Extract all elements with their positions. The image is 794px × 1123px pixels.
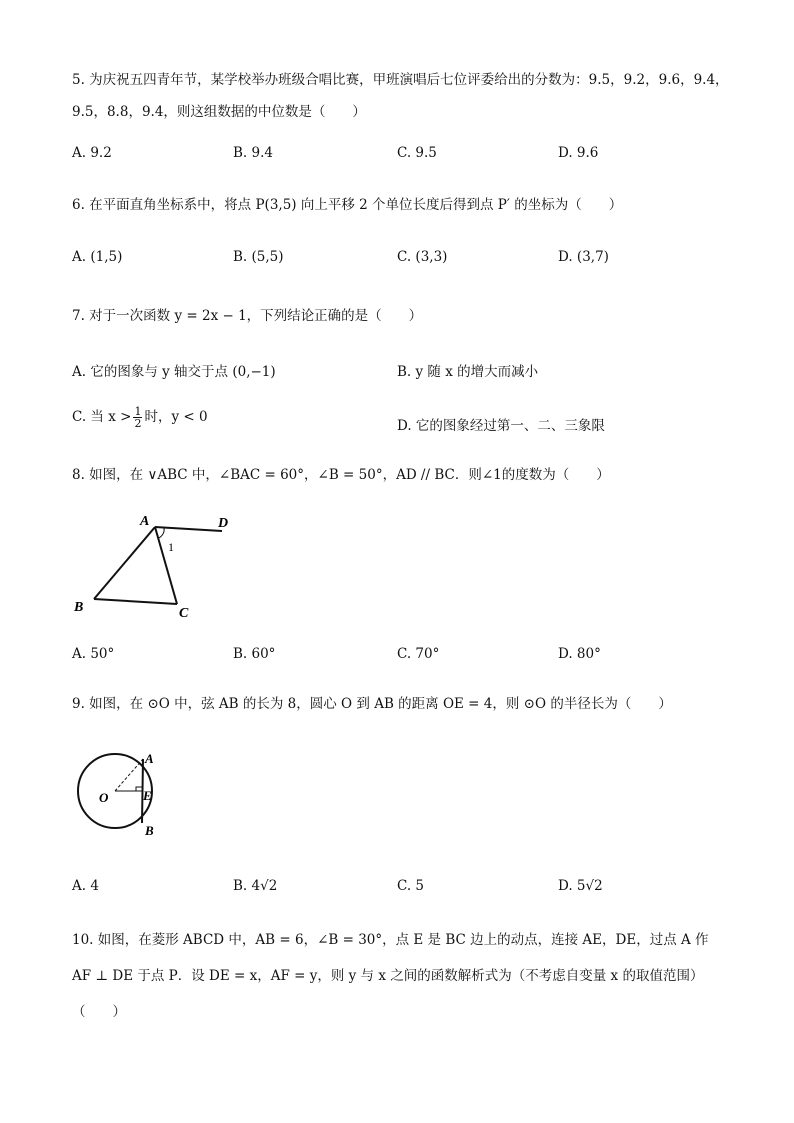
label-e: E — [143, 788, 152, 803]
q5-stem-line2: 9.5，8.8，9.4，则这组数据的中位数是（ ） — [72, 104, 366, 120]
label-c: C — [179, 606, 189, 621]
q9-circle-figure — [70, 742, 170, 842]
label-b: B — [74, 600, 84, 615]
q9-option-b[interactable]: B. 4√2 — [233, 878, 278, 894]
label-a: A — [140, 514, 150, 529]
angle-1-label: 1 — [168, 540, 174, 554]
q9-option-c[interactable]: C. 5 — [397, 878, 425, 894]
q8-stem: 8. 如图，在 ∨ABC 中，∠BAC = 60°，∠B = 50°，AD // BC．则∠1的度数为（ ） — [72, 467, 610, 483]
q7-option-a[interactable]: A. 它的图象与 y 轴交于点 (0,−1) — [72, 364, 276, 380]
q5-option-a[interactable]: A. 9.2 — [72, 145, 112, 161]
q7-option-c[interactable] — [72, 405, 208, 429]
q8-option-b[interactable]: B. 60° — [233, 646, 276, 662]
segment-ab — [94, 527, 155, 599]
q7-option-d[interactable]: D. 它的图象经过第一、二、三象限 — [397, 418, 605, 434]
q9-stem: 9. 如图，在 ⊙O 中，弦 AB 的长为 8，圆心 O 到 AB 的距离 OE = 4，则 ⊙O 的半径长为（ ） — [72, 696, 672, 712]
q7-stem: 7. 对于一次函数 y = 2x − 1，下列结论正确的是（ ） — [72, 308, 423, 324]
q7-option-c-prefix: C. 当 x > — [72, 409, 132, 425]
segment-ad — [155, 527, 222, 531]
q9-option-d[interactable]: D. 5√2 — [558, 878, 603, 894]
q8-triangle-figure — [70, 505, 250, 625]
q10-stem-line3: （ ） — [72, 1004, 126, 1020]
q9-option-a[interactable]: A. 4 — [72, 878, 99, 894]
segment-ac — [155, 527, 177, 604]
right-angle-mark — [136, 787, 142, 791]
q6-option-d[interactable]: D. (3,7) — [558, 249, 609, 265]
angle-1-arc — [159, 528, 164, 538]
q6-stem: 6. 在平面直角坐标系中，将点 P(3,5) 向上平移 2 个单位长度后得到点 P′ 的坐标为（ ） — [72, 197, 623, 213]
q8-option-c[interactable]: C. 70° — [397, 646, 440, 662]
fraction-one-half — [133, 406, 142, 429]
q6-option-a[interactable]: A. (1,5) — [72, 249, 123, 265]
fraction-denominator: 2 — [134, 417, 142, 430]
q6-option-c[interactable]: C. (3,3) — [397, 249, 448, 265]
q5-stem-line1: 5. 为庆祝五四青年节，某学校举办班级合唱比赛，甲班演唱后七位评委给出的分数为：9.5，9.2，9.6，9.4， — [72, 72, 729, 88]
label-o: O — [99, 790, 109, 805]
q10-stem-line1: 10. 如图，在菱形 ABCD 中，AB = 6，∠B = 30°，点 E 是 BC 边上的动点，连接 AE，DE，过点 A 作 — [72, 932, 709, 948]
q10-stem-line2: AF ⊥ DE 于点 P．设 DE = x，AF = y，则 y 与 x 之间的函数解析式为（不考虑自变量 x 的取值范围） — [72, 968, 704, 984]
q8-option-a[interactable]: A. 50° — [72, 646, 115, 662]
fraction-numerator: 1 — [134, 405, 142, 418]
label-d: D — [218, 516, 229, 531]
q6-option-b[interactable]: B. (5,5) — [233, 249, 284, 265]
q5-option-c[interactable]: C. 9.5 — [397, 145, 437, 161]
q7-option-c-suffix: 时，y < 0 — [144, 409, 208, 425]
label-b: B — [145, 823, 154, 838]
segment-bc — [94, 599, 177, 604]
q5-option-d[interactable]: D. 9.6 — [558, 145, 599, 161]
q8-option-d[interactable]: D. 80° — [558, 646, 601, 662]
label-a: A — [145, 751, 154, 766]
q5-option-b[interactable]: B. 9.4 — [233, 145, 273, 161]
segment-oa-dashed — [115, 759, 143, 791]
q7-option-b[interactable]: B. y 随 x 的增大而减小 — [397, 364, 539, 380]
